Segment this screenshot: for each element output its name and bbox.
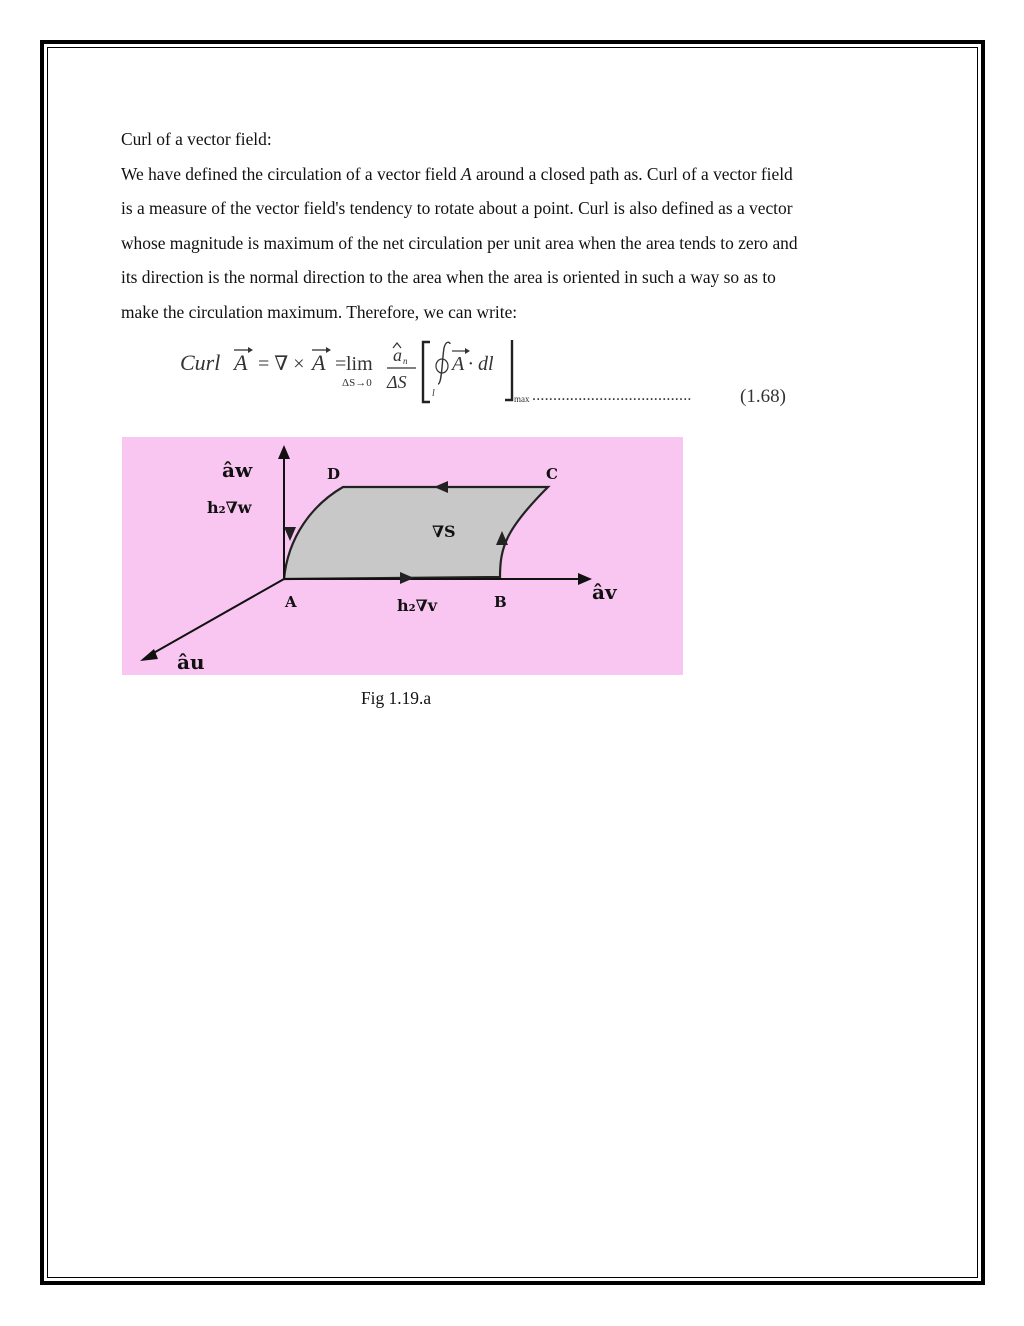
body-text — [121, 122, 904, 330]
paragraph-line-1 — [121, 157, 904, 192]
eq-denominator: ΔS — [387, 372, 407, 392]
label-point-C: C — [546, 465, 558, 483]
eq-equals: = — [335, 353, 347, 375]
eq-unit-vector: a — [393, 345, 402, 365]
label-aw: âw — [222, 458, 253, 482]
eq-leader-dots: ...................................... — [532, 387, 692, 404]
vector-symbol-A: A — [460, 163, 472, 184]
line-1-part-a: We have defined the circulation of a vector field — [121, 163, 461, 184]
section-heading: Curl of a vector field: — [121, 129, 272, 149]
line-1-part-b: around a closed path as. Curl of a vector field — [471, 163, 793, 184]
eq-vector-A-1: A — [234, 350, 248, 375]
label-point-B: B — [494, 593, 507, 611]
label-h2w: h₂∇w — [207, 498, 252, 517]
figure-curl-surface — [122, 437, 683, 675]
eq-ops: = ∇ × — [258, 353, 305, 375]
eq-contour-sub: l — [432, 388, 435, 399]
figure-caption: Fig 1.19.a — [361, 688, 432, 708]
eq-integrand: · dl — [468, 353, 494, 375]
eq-unit-sub: n — [403, 356, 408, 366]
eq-bracket-sub: max — [514, 394, 530, 404]
curl-equation — [180, 340, 810, 412]
label-point-A: A — [285, 593, 297, 611]
label-au: âu — [177, 650, 205, 674]
paragraph-line-5: make the circulation maximum. Therefore, we can write: — [121, 301, 518, 322]
label-dS: ∇S — [432, 522, 456, 541]
paragraph-line-3: whose magnitude is maximum of the net circulation per unit area when the area tends to zero and — [121, 232, 798, 253]
eq-number: (1.68) — [740, 386, 786, 407]
eq-lim: lim — [346, 353, 373, 375]
paragraph-line-2: is a measure of the vector field's tendency to rotate about a point. Curl is also defined as a vector — [121, 198, 793, 219]
eq-curl-word: Curl — [180, 350, 221, 375]
eq-vector-A-3: A — [452, 353, 465, 375]
label-h2v: h₂∇v — [397, 596, 437, 615]
label-point-D: D — [327, 465, 341, 483]
eq-lim-sub: ΔS→0 — [342, 377, 372, 389]
label-av: âv — [592, 580, 617, 604]
eq-vector-A-2: A — [312, 350, 326, 375]
paragraph-line-4: its direction is the normal direction to the area when the area is oriented in such a way so as to — [121, 267, 776, 288]
